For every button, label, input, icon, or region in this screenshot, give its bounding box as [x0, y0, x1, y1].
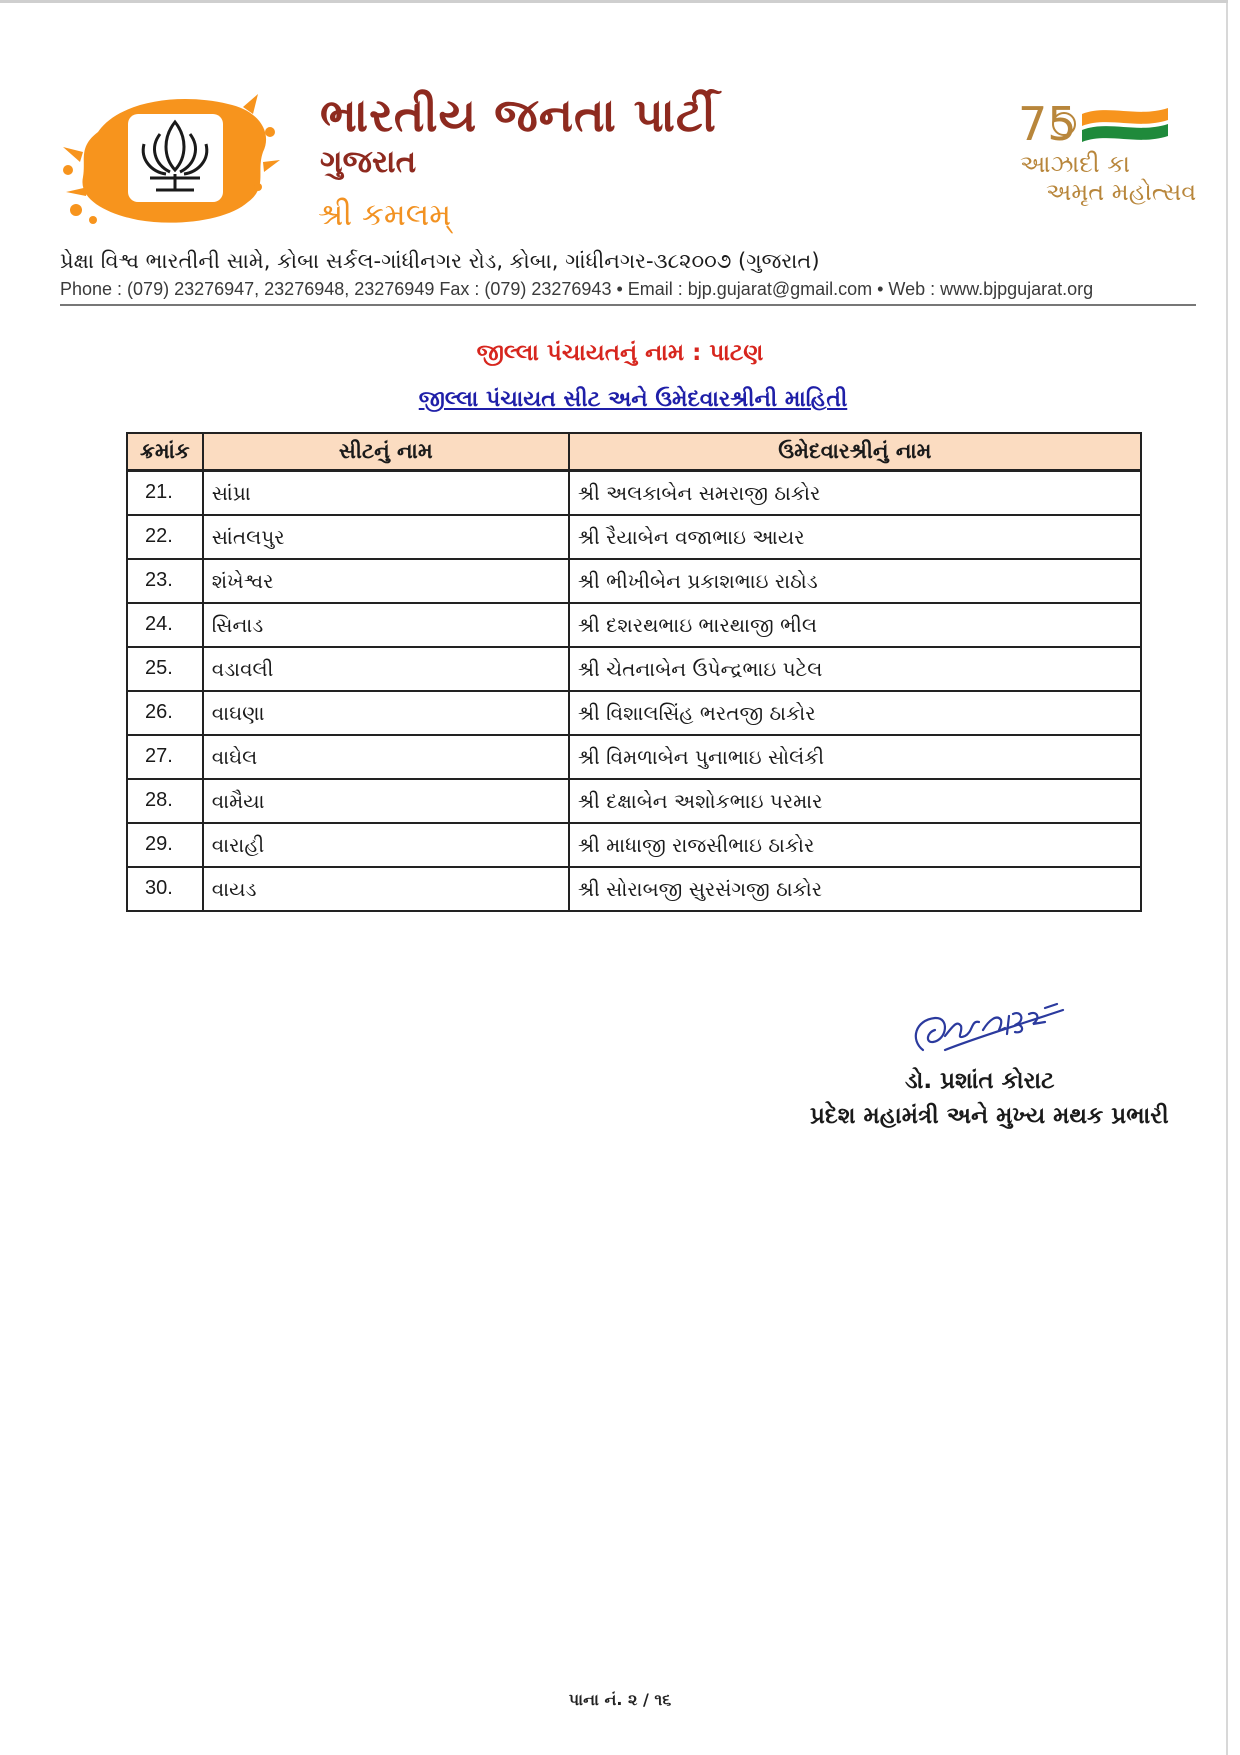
row-serial: 28.	[127, 779, 203, 823]
candidate-table	[126, 432, 1142, 912]
row-candidate: શ્રી માધાજી રાજસીભાઇ ઠાકોર	[569, 823, 1141, 867]
table-row	[127, 471, 1141, 515]
header-seat: સીટનું નામ	[203, 433, 569, 471]
row-serial: 24.	[127, 603, 203, 647]
row-serial: 26.	[127, 691, 203, 735]
row-candidate: શ્રી રૈયાબેન વજાભાઇ આયર	[569, 515, 1141, 559]
district-title: જીલ્લા પંચાયતનું નામ : પાટણ	[476, 340, 764, 366]
svg-text:75: 75	[1018, 97, 1077, 151]
azadi-line-2: અમૃત મહોત્સવ	[1046, 178, 1197, 206]
row-candidate: શ્રી દક્ષાબેન અશોકભાઇ પરમાર	[569, 779, 1141, 823]
row-candidate: શ્રી વિમળાબેન પુનાભાઇ સોલંકી	[569, 735, 1141, 779]
party-name: ભારતીય જનતા પાર્ટી	[320, 88, 717, 142]
table-row	[127, 515, 1141, 559]
table-row	[127, 603, 1141, 647]
row-seat: વડાવલી	[203, 647, 569, 691]
table-row	[127, 735, 1141, 779]
row-candidate: શ્રી દશરથભાઇ ભારથાજી ભીલ	[569, 603, 1141, 647]
office-address: પ્રેક્ષા વિશ્વ ભારતીની સામે, કોબા સર્કલ-ગાંધીનગર રોડ, કોબા, ગાંધીનગર-૩૮૨૦૦૭ (ગુજરાત)	[60, 249, 820, 273]
row-seat: વારાહી	[203, 823, 569, 867]
row-serial: 21.	[127, 471, 203, 515]
row-seat: વાઘેલ	[203, 735, 569, 779]
row-serial: 22.	[127, 515, 203, 559]
row-candidate: શ્રી સોરાબજી સુરસંગજી ઠાકોર	[569, 867, 1141, 911]
page-number: પાના નં. ૨ / ૧૬	[568, 1690, 672, 1709]
row-seat: વાઘણા	[203, 691, 569, 735]
row-seat: વાયડ	[203, 867, 569, 911]
row-candidate: શ્રી વિશાલસિંહ ભરતજી ઠાકોર	[569, 691, 1141, 735]
bjp-lotus-logo	[58, 92, 283, 232]
sub-title: જીલ્લા પંચાયત સીટ અને ઉમેદવારશ્રીની માહિતી	[418, 387, 848, 412]
header-divider	[60, 304, 1196, 306]
row-serial: 30.	[127, 867, 203, 911]
row-serial: 25.	[127, 647, 203, 691]
table-row	[127, 647, 1141, 691]
azadi-line-1: આઝાદી કા	[1020, 150, 1131, 178]
contact-line: Phone : (079) 23276947, 23276948, 23276949 Fax : (079) 23276943 • Email : bjp.gujarat@gmail.com • Web : www.bjpgujarat.org	[60, 279, 1094, 299]
row-candidate: શ્રી ભીખીબેન પ્રકાશભાઇ રાઠોડ	[569, 559, 1141, 603]
row-seat: સિનાડ	[203, 603, 569, 647]
row-candidate: શ્રી ચેતનાબેન ઉપેન્દ્રભાઇ પટેલ	[569, 647, 1141, 691]
row-seat: શંખેશ્વર	[203, 559, 569, 603]
header-serial: ક્રમાંક	[127, 433, 203, 471]
row-seat: સાંતલપુર	[203, 515, 569, 559]
handwritten-signature	[905, 990, 1065, 1070]
office-name: શ્રી કમલમ્	[318, 197, 452, 233]
row-serial: 27.	[127, 735, 203, 779]
row-candidate: શ્રી અલકાબેન સમરાજી ઠાકોર	[569, 471, 1141, 515]
signatory-title: પ્રદેશ મહામંત્રી અને મુખ્ય મથક પ્રભારી	[810, 1103, 1169, 1129]
signatory-name: ડો. પ્રશાંત કોરાટ	[905, 1068, 1055, 1094]
table-row	[127, 779, 1141, 823]
page-top-border	[0, 0, 1228, 3]
row-serial: 23.	[127, 559, 203, 603]
table-header-row	[127, 433, 1141, 471]
row-serial: 29.	[127, 823, 203, 867]
table-row	[127, 867, 1141, 911]
table-row	[127, 559, 1141, 603]
row-seat: વામૈયા	[203, 779, 569, 823]
table-row	[127, 823, 1141, 867]
state-name: ગુજરાત	[320, 144, 417, 180]
row-seat: સાંપ્રા	[203, 471, 569, 515]
table-row	[127, 691, 1141, 735]
header-candidate: ઉમેદવારશ્રીનું નામ	[569, 433, 1141, 471]
